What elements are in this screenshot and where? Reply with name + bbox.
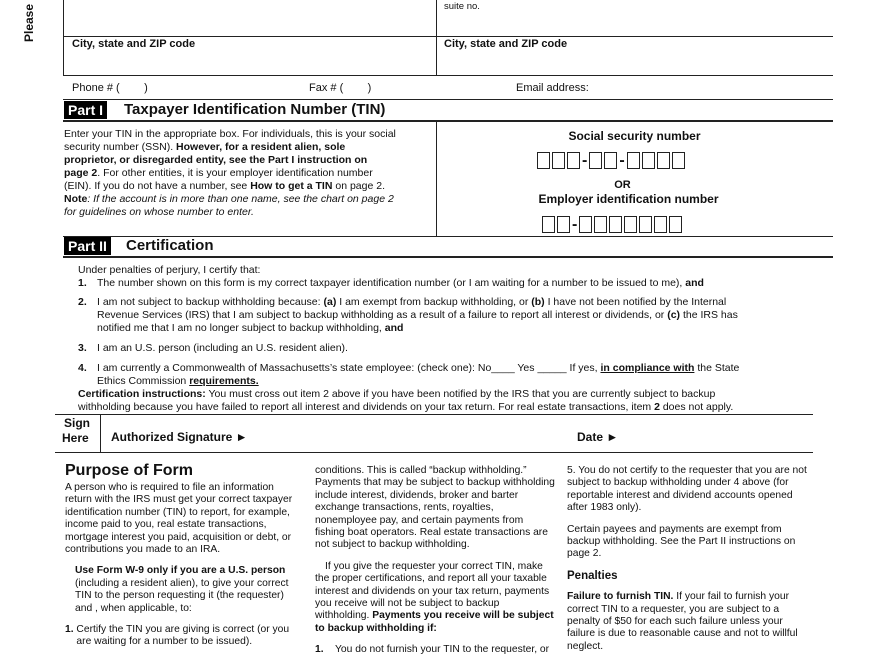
ein-label: Employer identification number <box>538 192 719 206</box>
ssn-label: Social security number <box>568 129 701 143</box>
ein-digit-box[interactable] <box>609 216 622 233</box>
ssn-digit-box[interactable] <box>537 152 550 169</box>
ein-digit-box[interactable] <box>594 216 607 233</box>
ein-digit-box[interactable] <box>542 216 555 233</box>
purpose-col-2: conditions. This is called “backup withholding.” Payments that may be subject to backup withholding include interest, dividends, broker and barter exchange transactions, rents, royalties, nonemployee pay, and certain payments from fishing boat operators. Real estate transactions are not subject to backup withholding. If you give the requester your correct TIN, make the proper certifications, and report all your taxable interest and dividends on your tax return, payments you receive will not be subject to backup withholding. Payments you receive will be subject to backup withholding if: 1. You do not furnish your TIN to the requester, or <box>315 465 555 656</box>
ein-digit-box[interactable] <box>639 216 652 233</box>
part1-rule <box>63 120 833 122</box>
ssn-digit-box[interactable] <box>642 152 655 169</box>
purpose-heading: Purpose of Form <box>65 462 194 479</box>
ssn-digit-box[interactable] <box>657 152 670 169</box>
ssn-boxes[interactable] <box>537 152 687 169</box>
ssn-digit-box[interactable] <box>672 152 685 169</box>
sign-bottom-rule <box>55 452 813 453</box>
dash-separator: - <box>572 216 578 233</box>
part1-title: Taxpayer Identification Number (TIN) <box>124 101 386 118</box>
city-left-label[interactable]: City, state and ZIP code <box>72 38 196 50</box>
date-field[interactable]: Date ► <box>577 430 619 444</box>
header-rule-3 <box>63 99 833 100</box>
side-label: Please <box>22 3 36 42</box>
purpose-col-1: A person who is required to file an information return with the IRS must get your correct taxpayer identification number (TIN) to report, for example, income paid to you, real estate transactions, mortgage interest you paid, acquisition or debt, or contributions you made to an IRA. Use Form W-9 only if you are a U.S. person (including a resident alien), to give your correct TIN to the person requesting it (the requester) and , when applicable, to: 1. Certify the TIN you are giving is correct (or you are waiting for a number to be issued). <box>65 482 293 648</box>
part1-instructions: Enter your TIN in the appropriate box. For individuals, this is your social security number (SSN). However, for a resident alien, sole proprietor, or disregarded entity, see the Part I instruction on page 2. For other entities, it is your employer identification number (EIN). If you do not have a number, see How to get a TIN on page 2. Note: If the account is in more than one name, see the chart on page 2 for guidelines on whose number to enter. <box>64 128 396 218</box>
or-label: OR <box>614 179 631 191</box>
sign-top-rule <box>55 414 813 415</box>
city-right-label[interactable]: City, state and ZIP code <box>444 38 568 50</box>
suite-label: suite no. <box>444 1 480 12</box>
purpose-col-3: 5. You do not certify to the requester that you are not subject to backup withholding under 4 above (for reportable interest and dividend accounts opened after 1983 only). Certain payees and payments are exempt from backup withholding. See the Part II instructions on page 2. Penalties Failure to furnish TIN. If your fail to furnish your correct TIN to a requester, you are subject to a penalty of $50 for each such failure unless your failure is due to reasonable cause and not to willful neglect. <box>567 465 807 652</box>
ssn-digit-box[interactable] <box>567 152 580 169</box>
part2-title: Certification <box>126 237 214 254</box>
part2-rule <box>63 256 833 258</box>
header-left-border <box>63 0 64 75</box>
sign-label: Sign <box>64 416 90 430</box>
ein-digit-box[interactable] <box>579 216 592 233</box>
ssn-digit-box[interactable] <box>604 152 617 169</box>
cert-text: Under penalties of perjury, I certify that: 1. The number shown on this form is my correct taxpayer identification number (or I am waiting for a number to be issued to me), and 2. I am not subject to backup withholding because: (a) I am exempt from backup withholding, or (b) I have not been notified by the Internal Revenue Services (IRS) that I am subject to backup withholding as a result of a failure to report all interest or dividends, or (c) the IRS has notified me that I am no longer subject to backup withholding, and 3. I am an U.S. person (including an U.S. resident alien). 4. I am currently a Commonwealth of Massachusetts’s state employee: (check one): No____ Yes _____ If yes, in compliance with the State Ethics Commission requirements. Certification instructions: You must cross out item 2 above if you have been notified by the IRS that you are currently subject to backup withholding because you have failed to report all interest and dividends on your tax return. For real estate transactions, item 2 does not apply. <box>78 264 740 413</box>
part2-label: Part II <box>64 237 111 255</box>
ssn-digit-box[interactable] <box>589 152 602 169</box>
ssn-digit-box[interactable] <box>627 152 640 169</box>
ein-boxes[interactable] <box>542 216 684 233</box>
here-label: Here <box>62 431 89 445</box>
header-divider <box>436 0 437 75</box>
ein-digit-box[interactable] <box>669 216 682 233</box>
authorized-signature-field[interactable]: Authorized Signature ► <box>111 430 248 444</box>
ein-digit-box[interactable] <box>624 216 637 233</box>
part1-label: Part I <box>64 101 107 119</box>
header-rule-2 <box>63 75 833 76</box>
ein-digit-box[interactable] <box>654 216 667 233</box>
sign-divider <box>100 414 101 452</box>
ssn-digit-box[interactable] <box>552 152 565 169</box>
header-rule-1 <box>63 36 833 37</box>
dash-separator: - <box>619 152 625 169</box>
fax-field[interactable]: Fax # ( ) <box>309 82 372 94</box>
ein-digit-box[interactable] <box>557 216 570 233</box>
email-field[interactable]: Email address: <box>516 82 589 94</box>
phone-field[interactable]: Phone # ( ) <box>72 82 148 94</box>
dash-separator: - <box>582 152 588 169</box>
